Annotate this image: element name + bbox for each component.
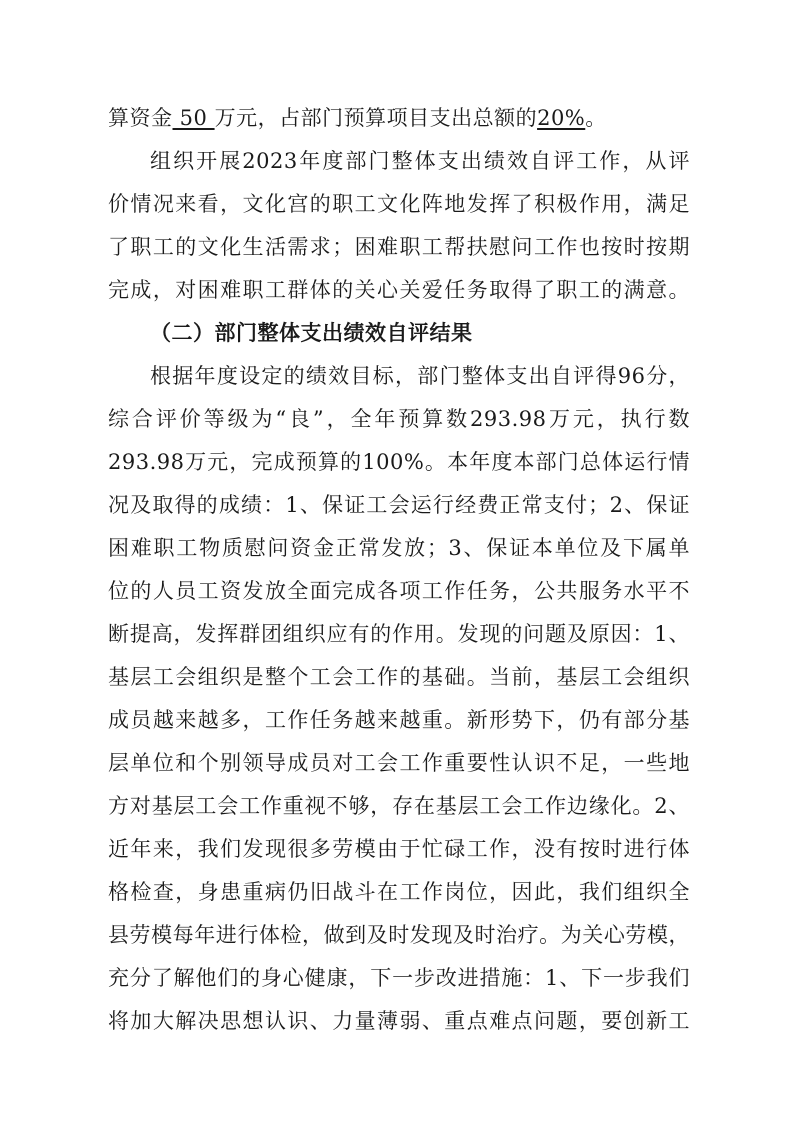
text-fragment: 万元，占部门预算项目支出总额的 — [214, 106, 538, 130]
paragraph-3-line: 方对基层工会工作重视不够，存在基层工会工作边缘化。2、 — [108, 794, 690, 818]
paragraph-3-line: 层单位和个别领导成员对工会工作重要性认识不足，一些地 — [108, 751, 690, 775]
paragraph-3-line: 将加大解决思想认识、力量薄弱、重点难点问题，要创新工 — [108, 1009, 690, 1033]
paragraph-3-line: 成员越来越多，工作任务越来越重。新形势下，仍有部分基 — [108, 708, 690, 732]
paragraph-3-line: 位的人员工资发放全面完成各项工作任务，公共服务水平不 — [108, 579, 690, 603]
paragraph-3-line: 293.98万元，完成预算的100%。本年度本部门总体运行情 — [108, 450, 690, 474]
paragraph-2-line: 价情况来看，文化宫的职工文化阵地发挥了积极作用，满足 — [108, 192, 690, 216]
paragraph-1-line — [108, 98, 690, 138]
budget-percent: 20% — [537, 106, 586, 130]
text-fragment: 算资金 — [108, 106, 173, 130]
paragraph-3-line: 基层工会组织是整个工会工作的基础。当前，基层工会组织 — [108, 665, 690, 689]
paragraph-3-line: 格检查，身患重病仍旧战斗在工作岗位，因此，我们组织全 — [108, 880, 690, 904]
budget-amount: 50 — [172, 106, 215, 130]
paragraph-3-line: 况及取得的成绩：1、保证工会运行经费正常支付；2、保证 — [108, 493, 690, 517]
text-fragment: 。 — [585, 106, 607, 130]
paragraph-3-line: 充分了解他们的身心健康，下一步改进措施：1、下一步我们 — [108, 966, 690, 990]
paragraph-2-line: 了职工的文化生活需求；困难职工帮扶慰问工作也按时按期 — [108, 235, 690, 259]
paragraph-3-line: 困难职工物质慰问资金正常发放；3、保证本单位及下属单 — [108, 536, 690, 560]
paragraph-3-line: 综合评价等级为“良”，全年预算数293.98万元，执行数 — [108, 407, 690, 431]
paragraph-2-line: 完成，对困难职工群体的关心关爱任务取得了职工的满意。 — [108, 278, 690, 302]
paragraph-3-line: 近年来，我们发现很多劳模由于忙碌工作，没有按时进行体 — [108, 837, 690, 861]
paragraph-2-line: 组织开展2023年度部门整体支出绩效自评工作，从评 — [150, 149, 690, 173]
paragraph-3-line: 断提高，发挥群团组织应有的作用。发现的问题及原因：1、 — [108, 622, 690, 646]
section-heading: （二）部门整体支出绩效自评结果 — [150, 321, 473, 345]
paragraph-3-line: 县劳模每年进行体检，做到及时发现及时治疗。为关心劳模， — [108, 923, 690, 947]
paragraph-3-line: 根据年度设定的绩效目标，部门整体支出自评得96分， — [150, 364, 690, 388]
